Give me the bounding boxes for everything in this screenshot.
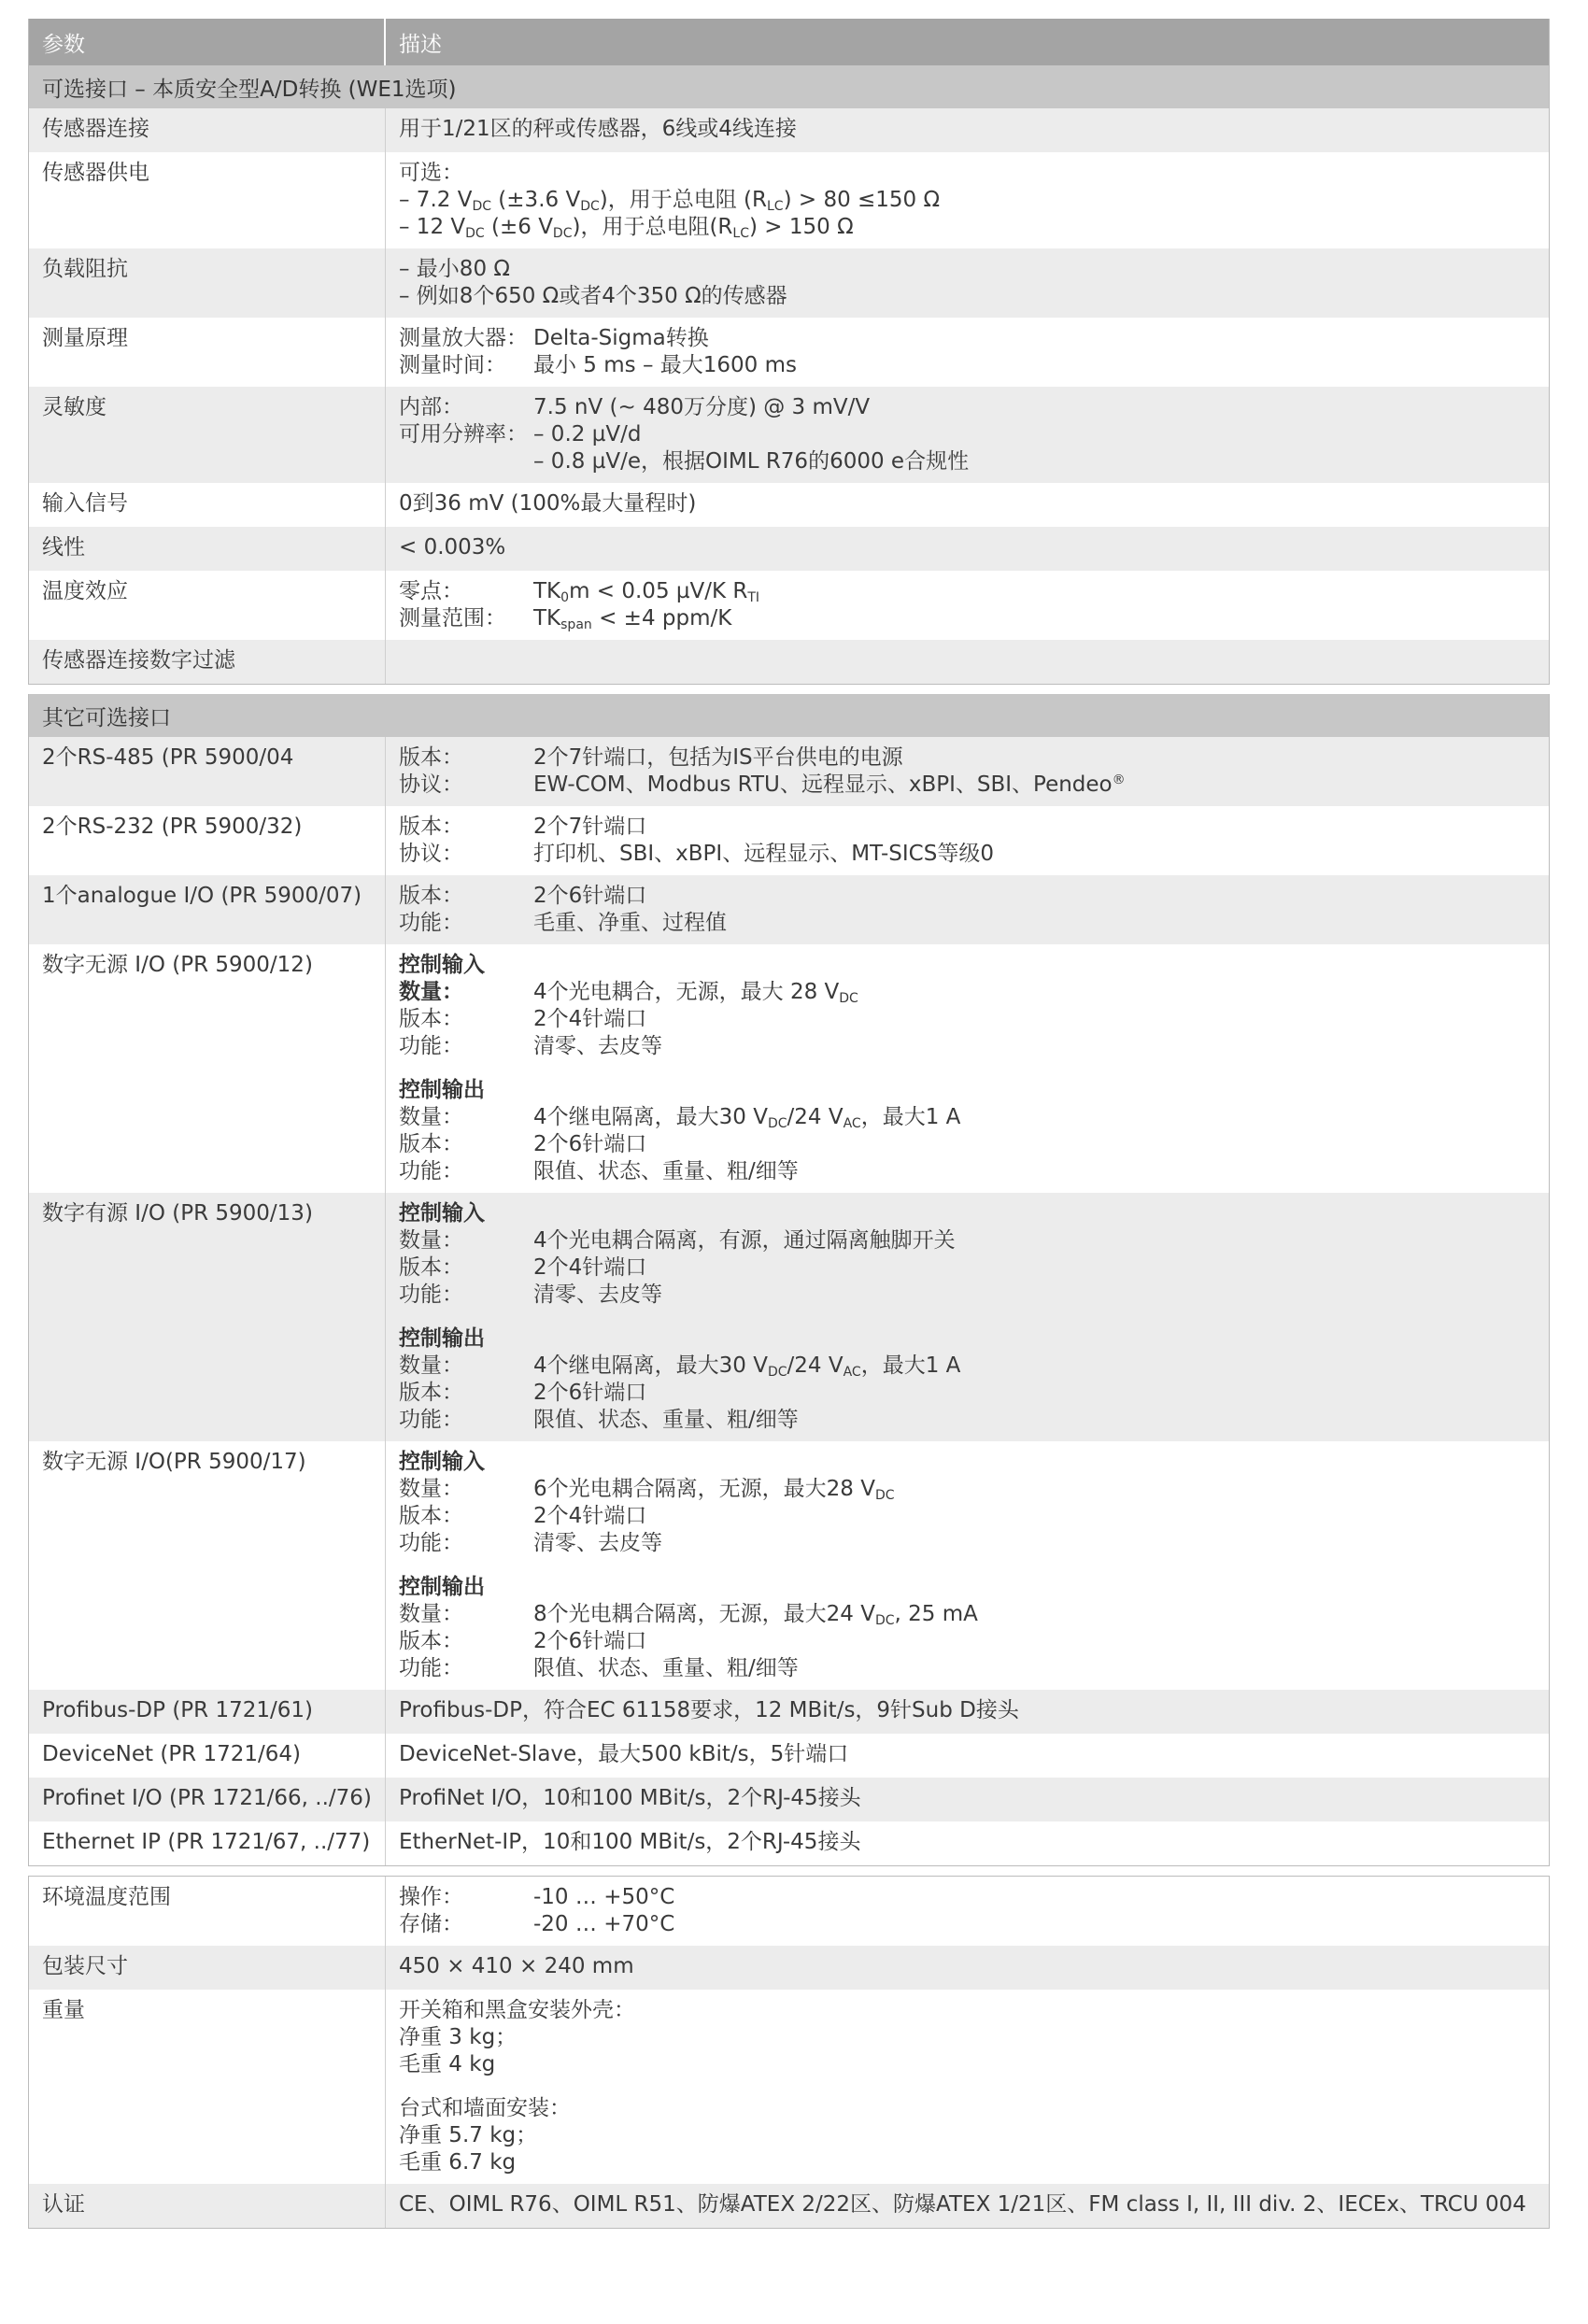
- table-row: [29, 806, 1549, 875]
- table-row: [29, 1990, 1549, 2184]
- param-cell: 传感器连接: [29, 108, 386, 152]
- desc-cell: 控制输入 数量： 6个光电耦合隔离，无源，最大28 $V_{DC}$ 版本： 2个4针端口 功能： 清零、去皮等 控制输出 数量： 8个光电耦合隔离，无源，最大24 $V_{DC}$, 25 mA 版本： 2个6针端口 功能： 限值、状态、重量、粗/细等: [399, 1450, 978, 1680]
- desc-cell: ProfiNet I/O，10和100 MBit/s，2个RJ-45接头: [399, 1786, 861, 1810]
- desc-line: – 例如8个650 Ω或者4个350 Ω的传感器: [399, 284, 787, 308]
- param-cell: 输入信号: [29, 483, 386, 527]
- table-row: [29, 944, 1549, 1193]
- section-other-interfaces: [28, 694, 1550, 1866]
- desc-line: – 最小80 Ω: [399, 257, 510, 281]
- desc-cell: 控制输入 数量： 4个光电耦合隔离，有源，通过隔离触脚开关 版本： 2个4针端口 功能： 清零、去皮等 控制输出 数量： 4个继电隔离，最大30 $V_{DC}/24$ $V_{AC}$，最大1 A 版本： 2个6针端口 功能： 限值、状态、重量、粗/细等: [399, 1201, 961, 1432]
- param-cell: 数字无源 I/O(PR 5900/17): [29, 1441, 386, 1690]
- table-row: [29, 640, 1549, 684]
- section-ad-converter: [28, 19, 1550, 685]
- desc-cell: 0到36 mV (100%最大量程时): [399, 491, 697, 516]
- table-row: [29, 1690, 1549, 1734]
- param-cell: 测量原理: [29, 318, 386, 387]
- table-row: [29, 527, 1549, 571]
- param-cell: 传感器连接数字过滤: [29, 640, 386, 684]
- table-header: [29, 19, 1549, 65]
- param-cell: 传感器供电: [29, 152, 386, 248]
- desc-cell: [386, 152, 1549, 248]
- table-row: [29, 248, 1549, 318]
- table-row: [29, 108, 1549, 152]
- table-row: [29, 483, 1549, 527]
- param-cell: 2个RS-232 (PR 5900/32): [29, 806, 386, 875]
- desc-cell: 450 × 410 × 240 mm: [399, 1954, 634, 1978]
- desc-cell: EtherNet-IP，10和100 MBit/s，2个RJ-45接头: [399, 1830, 861, 1854]
- param-cell: 数字无源 I/O (PR 5900/12): [29, 944, 386, 1193]
- param-cell: 灵敏度: [29, 387, 386, 483]
- table-row: [29, 1877, 1549, 1946]
- desc-cell: 内部： 7.5 nV (~ 480万分度) @ 3 mV/V 可用分辨率： – 0.2 µV/d – 0.8 µV/e，根据OIML R76的6000 e合规性: [399, 395, 970, 474]
- table-row: [29, 2184, 1549, 2228]
- param-cell: DeviceNet (PR 1721/64): [29, 1734, 386, 1778]
- desc-cell: [386, 248, 1549, 318]
- desc-cell: 操作： -10 … +50°C 存储： -20 … +70°C: [399, 1885, 675, 1936]
- desc-cell: 零点： $TK_0m < 0.05$ µV/K $R_{TI}$ 测量范围： $TK_{span} < \pm 4$ ppm/K: [399, 579, 760, 632]
- desc-cell: < 0.003%: [399, 535, 506, 560]
- param-cell: 包装尺寸: [29, 1946, 386, 1990]
- param-cell: 温度效应: [29, 571, 386, 640]
- table-row: [29, 1734, 1549, 1778]
- desc-cell: 测量放大器： Delta-Sigma转换 测量时间： 最小 5 ms – 最大1600 ms: [399, 326, 797, 377]
- desc-cell: 版本： 2个6针端口 功能： 毛重、净重、过程值: [399, 884, 727, 935]
- table-row: [29, 1821, 1549, 1865]
- table-row: [29, 1778, 1549, 1821]
- param-cell: 环境温度范围: [29, 1877, 386, 1946]
- param-cell: 2个RS-485 (PR 5900/04: [29, 737, 386, 806]
- header-param: 参数: [29, 19, 386, 65]
- param-cell: Ethernet IP (PR 1721/67, ../77): [29, 1821, 386, 1865]
- table-row: [29, 571, 1549, 640]
- table-row: [29, 1193, 1549, 1441]
- desc-cell: [386, 640, 1549, 684]
- param-cell: 线性: [29, 527, 386, 571]
- param-cell: 认证: [29, 2184, 386, 2228]
- table-row: [29, 1946, 1549, 1990]
- desc-cell: 版本： 2个7针端口 协议： 打印机、SBI、xBPI、远程显示、MT-SICS等级0: [399, 815, 994, 866]
- table-row: [29, 875, 1549, 944]
- desc-line: 可选：: [399, 161, 463, 185]
- table-row: [29, 1441, 1549, 1690]
- desc-cell: 控制输入 数量： 4个光电耦合，无源，最大 28 $V_{DC}$ 版本： 2个4针端口 功能： 清零、去皮等 控制输出 数量： 4个继电隔离，最大30 $V_{DC}/24$ $V_{AC}$，最大1 A 版本： 2个6针端口 功能： 限值、状态、重量、粗/细等: [399, 953, 961, 1183]
- desc-cell: 开关箱和黑盒安装外壳： 净重 3 kg； 毛重 4 kg 台式和墙面安装： 净重 5.7 kg； 毛重 6.7 kg: [399, 1998, 635, 2175]
- param-cell: 数字有源 I/O (PR 5900/13): [29, 1193, 386, 1441]
- table-row: [29, 737, 1549, 806]
- desc-line: – 7.2 $V_{DC}$ (±3.6 $V_{DC}$)，用于总电阻 $(R_{LC}) > 80 \le 150$ Ω: [399, 188, 941, 214]
- desc-cell: Profibus-DP，符合EC 61158要求，12 MBit/s，9针Sub D接头: [399, 1698, 1019, 1722]
- param-cell: Profinet I/O (PR 1721/66, ../76): [29, 1778, 386, 1821]
- desc-line: – 12 $V_{DC}$ (±6 $V_{DC}$)，用于总电阻$(R_{LC}) > 150$ Ω: [399, 215, 854, 241]
- desc-cell: 用于1/21区的秤或传感器，6线或4线连接: [399, 117, 797, 141]
- section-title: 其它可选接口: [29, 694, 1549, 737]
- param-cell: 重量: [29, 1990, 386, 2184]
- param-cell: Profibus-DP (PR 1721/61): [29, 1690, 386, 1734]
- header-desc: 描述: [399, 32, 442, 57]
- table-row: [29, 387, 1549, 483]
- table-row: [29, 152, 1549, 248]
- table-row: [29, 318, 1549, 387]
- spec-table: [28, 19, 1550, 2238]
- section-title: 可选接口 – 本质安全型A/D转换 (WE1选项): [29, 65, 1549, 108]
- desc-cell: 版本： 2个7针端口，包括为IS平台供电的电源 协议： EW-COM、Modbus RTU、远程显示、xBPI、SBI、Pendeo®: [399, 745, 1126, 797]
- param-cell: 1个analogue I/O (PR 5900/07): [29, 875, 386, 944]
- desc-cell: CE、OIML R76、OIML R51、防爆ATEX 2/22区、防爆ATEX 1/21区、FM class I, II, III div. 2、IECEx、TRCU 004: [399, 2192, 1526, 2217]
- param-cell: 负载阻抗: [29, 248, 386, 318]
- desc-cell: DeviceNet-Slave，最大500 kBit/s，5针端口: [399, 1742, 849, 1766]
- section-general: [28, 1876, 1550, 2229]
